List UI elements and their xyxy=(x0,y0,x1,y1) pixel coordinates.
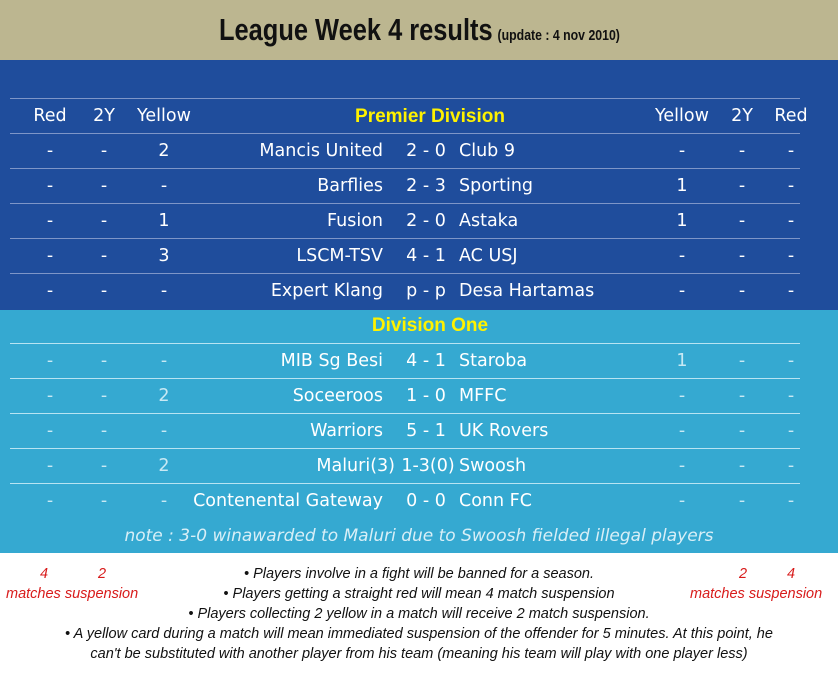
away-2y: - xyxy=(738,141,746,161)
legend-left-2y-count: 2 xyxy=(98,566,107,582)
away-2y: - xyxy=(738,211,746,231)
home-2y: - xyxy=(100,491,108,511)
away-yellow: 1 xyxy=(676,176,688,196)
header-away-yellow: Yellow xyxy=(655,106,709,126)
home-2y: - xyxy=(100,386,108,406)
result-note: note : 3-0 winawarded to Maluri due to Swoosh fielded illegal players xyxy=(124,526,714,546)
premier-header-row xyxy=(10,98,808,133)
away-red: - xyxy=(787,351,795,371)
home-red: - xyxy=(46,176,54,196)
away-team: Club 9 xyxy=(459,141,515,161)
home-team: MIB Sg Besi xyxy=(280,351,383,371)
home-team: Barflies xyxy=(317,176,383,196)
score: 1-3(0) xyxy=(401,456,455,476)
away-team: Conn FC xyxy=(459,491,532,511)
away-red: - xyxy=(787,211,795,231)
header-away-red: Red xyxy=(774,106,808,126)
home-yellow: - xyxy=(160,491,168,511)
away-yellow: 1 xyxy=(676,211,688,231)
premier-division-title: Premier Division xyxy=(355,106,505,127)
away-red: - xyxy=(787,386,795,406)
away-yellow: - xyxy=(678,421,686,441)
home-yellow: - xyxy=(160,176,168,196)
away-2y: - xyxy=(738,491,746,511)
legend-right-2y-count: 2 xyxy=(739,566,748,582)
match-row xyxy=(10,133,800,168)
home-yellow: - xyxy=(160,351,168,371)
score: 4 - 1 xyxy=(406,246,446,266)
away-red: - xyxy=(787,491,795,511)
home-red: - xyxy=(46,211,54,231)
header-red: Red xyxy=(33,106,67,126)
away-2y: - xyxy=(738,456,746,476)
home-yellow: 2 xyxy=(158,386,170,406)
away-yellow: 1 xyxy=(676,351,688,371)
away-2y: - xyxy=(738,281,746,301)
home-2y: - xyxy=(100,211,108,231)
home-team: Maluri(3) xyxy=(316,456,395,476)
division-one-header-row xyxy=(10,308,800,343)
home-2y: - xyxy=(100,141,108,161)
away-2y: - xyxy=(738,421,746,441)
away-yellow: - xyxy=(678,141,686,161)
title-bar xyxy=(0,0,838,60)
home-team: Soceeroos xyxy=(292,386,383,406)
away-red: - xyxy=(787,141,795,161)
score: 2 - 0 xyxy=(406,141,446,161)
away-team: Staroba xyxy=(459,351,528,371)
rule-yellow-card: • A yellow card during a match will mean immediated suspension of the offender for 5 minutes. At this point, he xyxy=(65,626,773,642)
away-2y: - xyxy=(738,351,746,371)
away-2y: - xyxy=(738,176,746,196)
match-row xyxy=(10,168,800,203)
away-2y: - xyxy=(738,246,746,266)
update-date: (update : 4 nov 2010) xyxy=(497,27,620,44)
match-row xyxy=(10,378,800,413)
home-yellow: - xyxy=(160,421,168,441)
legend-left-red-count: 4 xyxy=(40,566,49,582)
away-team: Astaka xyxy=(459,211,519,231)
home-yellow: - xyxy=(160,281,168,301)
away-team: UK Rovers xyxy=(459,421,549,441)
home-red: - xyxy=(46,456,54,476)
home-team: Contenental Gateway xyxy=(193,491,383,511)
score: 2 - 3 xyxy=(406,176,446,196)
home-red: - xyxy=(46,421,54,441)
away-yellow: - xyxy=(678,491,686,511)
away-yellow: - xyxy=(678,246,686,266)
home-2y: - xyxy=(100,246,108,266)
home-team: Expert Klang xyxy=(270,281,383,301)
page-title xyxy=(219,12,620,48)
legend-right-red-count: 4 xyxy=(787,566,796,582)
away-red: - xyxy=(787,281,795,301)
score: p - p xyxy=(406,281,446,301)
away-red: - xyxy=(787,421,795,441)
away-team: Swoosh xyxy=(459,456,527,476)
away-team: Sporting xyxy=(459,176,534,196)
home-red: - xyxy=(46,141,54,161)
home-yellow: 3 xyxy=(158,246,170,266)
match-row xyxy=(10,413,800,448)
home-2y: - xyxy=(100,281,108,301)
home-team: Warriors xyxy=(310,421,383,441)
score: 1 - 0 xyxy=(406,386,446,406)
header-yellow: Yellow xyxy=(137,106,191,126)
match-row xyxy=(10,343,800,378)
away-yellow: - xyxy=(678,281,686,301)
home-2y: - xyxy=(100,421,108,441)
home-team: Mancis United xyxy=(259,141,383,161)
home-yellow: 2 xyxy=(158,141,170,161)
away-2y: - xyxy=(738,386,746,406)
legend-right-caption: matches suspension xyxy=(690,586,823,602)
match-row xyxy=(10,483,800,518)
legend-left-caption: matches suspension xyxy=(6,586,139,602)
title-text: League Week 4 results xyxy=(218,12,493,47)
home-2y: - xyxy=(100,176,108,196)
home-yellow: 1 xyxy=(158,211,170,231)
score: 5 - 1 xyxy=(406,421,446,441)
home-red: - xyxy=(46,246,54,266)
rule-fight: • Players involve in a fight will be banned for a season. xyxy=(243,566,595,582)
away-team: MFFC xyxy=(459,386,507,406)
match-row xyxy=(10,273,800,308)
match-row xyxy=(10,238,800,273)
home-red: - xyxy=(46,491,54,511)
rule-two-yellow: • Players collecting 2 yellow in a match will receive 2 match suspension. xyxy=(188,606,650,622)
away-team: AC USJ xyxy=(459,246,518,266)
home-2y: - xyxy=(100,351,108,371)
away-team: Desa Hartamas xyxy=(459,281,595,301)
home-team: Fusion xyxy=(327,211,383,231)
header-2y: 2Y xyxy=(93,106,115,126)
match-row xyxy=(10,448,800,483)
home-red: - xyxy=(46,386,54,406)
rule-yellow-card-continued: can't be substituted with another player from his team (meaning his team will play with one player less) xyxy=(90,646,748,662)
home-yellow: 2 xyxy=(158,456,170,476)
home-red: - xyxy=(46,281,54,301)
header-away-2y: 2Y xyxy=(731,106,753,126)
match-row xyxy=(10,203,800,238)
away-red: - xyxy=(787,176,795,196)
away-red: - xyxy=(787,246,795,266)
home-team: LSCM-TSV xyxy=(296,246,383,266)
score: 4 - 1 xyxy=(406,351,446,371)
score: 2 - 0 xyxy=(406,211,446,231)
home-red: - xyxy=(46,351,54,371)
away-red: - xyxy=(787,456,795,476)
rule-straight-red: • Players getting a straight red will mean 4 match suspension xyxy=(223,586,615,602)
division-one-title: Division One xyxy=(371,315,489,336)
score: 0 - 0 xyxy=(406,491,446,511)
away-yellow: - xyxy=(678,386,686,406)
home-2y: - xyxy=(100,456,108,476)
away-yellow: - xyxy=(678,456,686,476)
